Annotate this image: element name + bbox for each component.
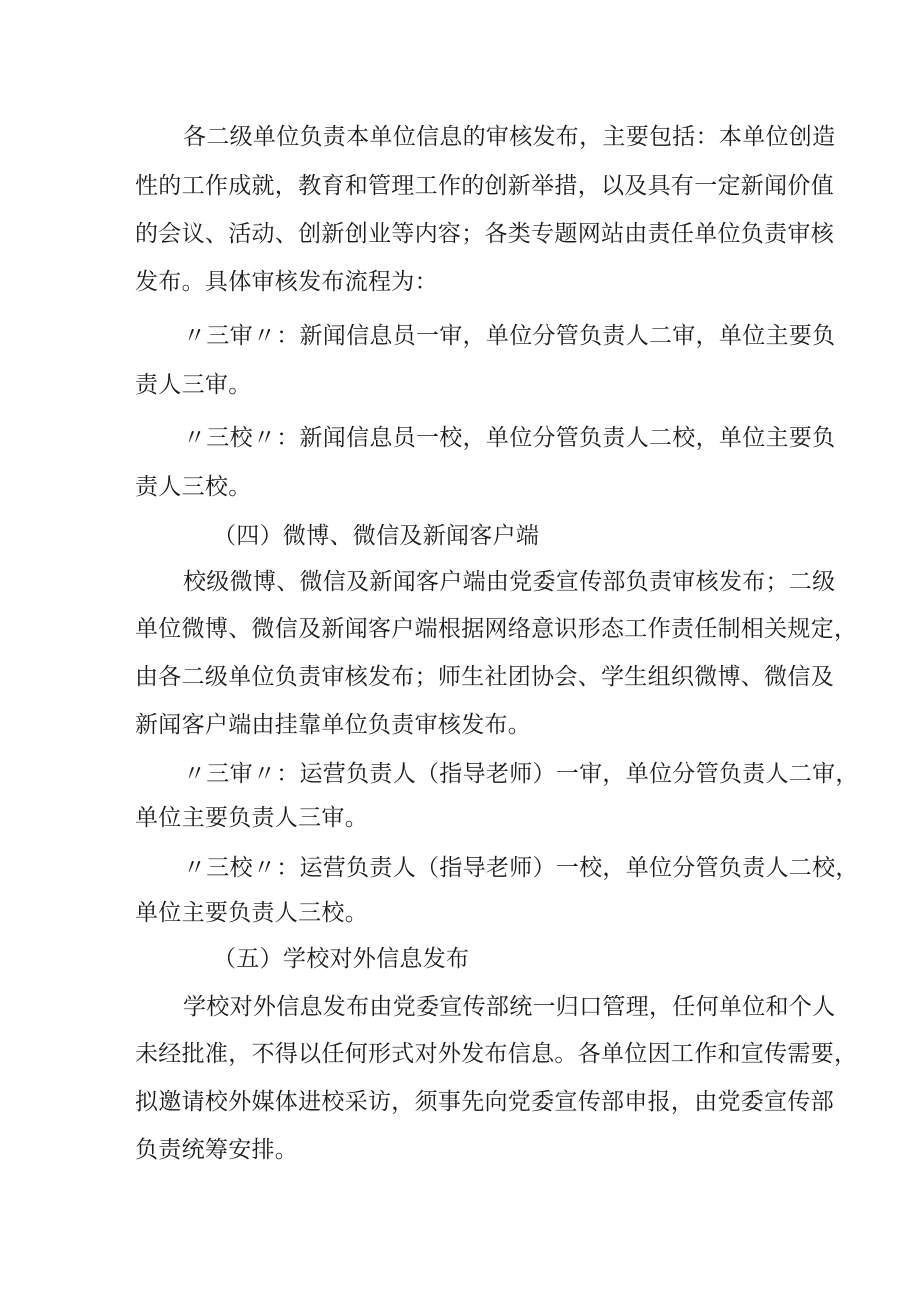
paragraph-5-line-4: 新闻客户端由挂靠单位负责审核发布。 [135, 712, 532, 738]
paragraph-3-line-2: 责人三校。 [135, 474, 252, 500]
section-heading-5: （五）学校对外信息发布 [213, 946, 470, 972]
paragraph-5-line-3: 由各二级单位负责审核发布；师生社团协会、学生组织微博、微信及 [135, 664, 834, 690]
paragraph-7-line-1: 〃三校〃：运营负责人（指导老师）一校，单位分管负责人二校， [183, 855, 859, 881]
section-heading-4: （四）微博、微信及新闻客户端 [213, 523, 540, 549]
paragraph-5-line-1: 校级微博、微信及新闻客户端由党委宣传部负责审核发布；二级 [183, 569, 836, 595]
paragraph-2-line-1: 〃三审〃：新闻信息员一审，单位分管负责人二审，单位主要负 [183, 323, 836, 349]
paragraph-1-line-2: 性的工作成就，教育和管理工作的创新举措，以及具有一定新闻价值 [135, 173, 834, 199]
paragraph-9-line-4: 负责统筹安排。 [135, 1137, 299, 1163]
paragraph-2-line-2: 责人三审。 [135, 372, 252, 398]
paragraph-9-line-3: 拟邀请校外媒体进校采访，须事先向党委宣传部申报，由党委宣传部 [135, 1089, 834, 1115]
paragraph-5-line-2: 单位微博、微信及新闻客户端根据网络意识形态工作责任制相关规定， [135, 616, 858, 642]
paragraph-1-line-3: 的会议、活动、创新创业等内容；各类专题网站由责任单位负责审核 [135, 221, 834, 247]
paragraph-7-line-2: 单位主要负责人三校。 [135, 900, 368, 926]
paragraph-9-line-2: 未经批准，不得以任何形式对外发布信息。各单位因工作和宣传需要， [135, 1041, 858, 1067]
paragraph-1-line-4: 发布。具体审核发布流程为： [135, 269, 438, 295]
paragraph-6-line-2: 单位主要负责人三审。 [135, 805, 368, 831]
paragraph-3-line-1: 〃三校〃：新闻信息员一校，单位分管负责人二校，单位主要负 [183, 425, 836, 451]
paragraph-9-line-1: 学校对外信息发布由党委宣传部统一归口管理，任何单位和个人 [183, 994, 836, 1020]
paragraph-6-line-1: 〃三审〃：运营负责人（指导老师）一审，单位分管负责人二审， [183, 761, 859, 787]
paragraph-1-line-1: 各二级单位负责本单位信息的审核发布，主要包括：本单位创造 [183, 124, 836, 150]
